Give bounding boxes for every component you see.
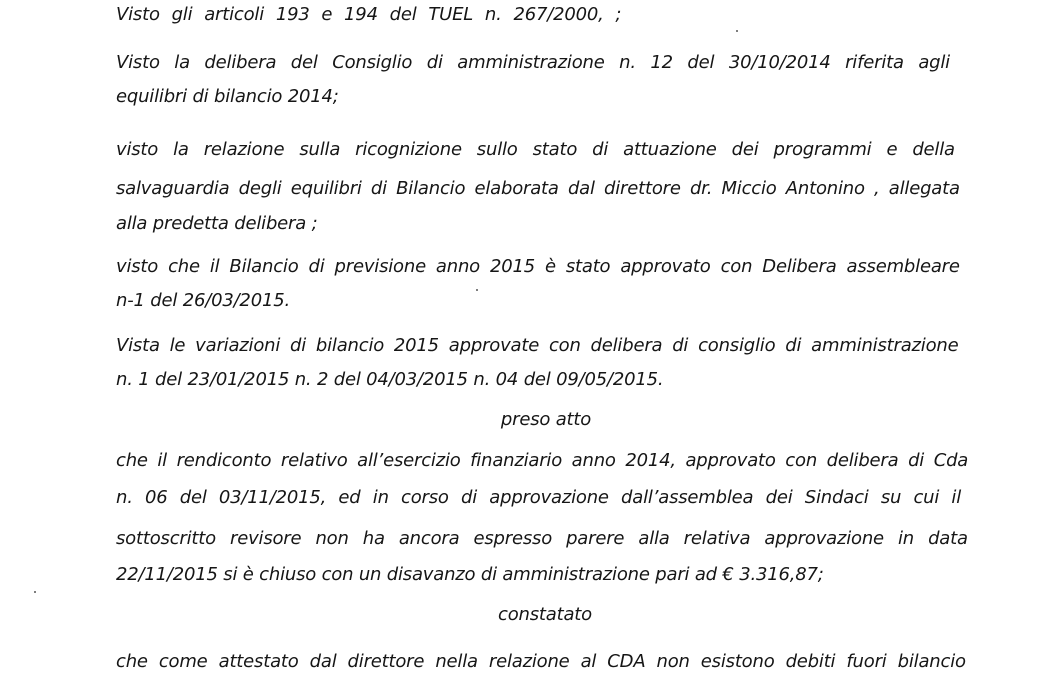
text-line-rendiconto: che il rendiconto relativo all’esercizio finanziario anno 2014, approvato con delibera di Cda [116,450,969,471]
text-line-articoli: Visto gli articoli 193 e 194 del TUEL n. 267/2000, ; [116,4,622,25]
text-line-relazione: visto la relazione sulla ricognizione sullo stato di attuazione dei programmi e della [116,139,955,160]
text-line-n06: n. 06 del 03/11/2015, ed in corso di approvazione dall’assemblea dei Sindaci su cui il [116,487,962,508]
text-line-predetta-delibera: alla predetta delibera ; [116,213,318,234]
text-line-variazioni: Vista le variazioni di bilancio 2015 approvate con delibera di consiglio di amministrazione [116,335,959,356]
text-line-salvaguardia: salvaguardia degli equilibri di Bilancio elaborata dal direttore dr. Miccio Antonino , allegata [116,178,960,199]
text-line-delibera-consiglio: Visto la delibera del Consiglio di amministrazione n. 12 del 30/10/2014 riferita agli [116,52,950,73]
text-line-disavanzo: 22/11/2015 si è chiuso con un disavanzo di amministrazione pari ad € 3.316,87; [116,564,824,585]
text-line-n1-delibera: n-1 del 26/03/2015. [116,290,290,311]
text-line-bilancio-previsione: visto che il Bilancio di previsione anno 2015 è stato approvato con Delibera assembleare [116,256,960,277]
scan-speck [476,289,478,291]
heading-preso-atto: preso atto [500,409,592,430]
heading-constatato: constatato [498,604,592,625]
text-line-sottoscritto: sottoscritto revisore non ha ancora espresso parere alla relativa approvazione in data [116,528,968,549]
text-line-equilibri: equilibri di bilancio 2014; [116,86,339,107]
text-line-variazioni-numeri: n. 1 del 23/01/2015 n. 2 del 04/03/2015 n. 04 del 09/05/2015. [116,369,664,390]
scan-speck [34,591,36,593]
scan-speck [736,30,738,32]
text-line-debiti-fuori-bilancio: che come attestato dal direttore nella relazione al CDA non esistono debiti fuori bilancio [116,651,966,672]
